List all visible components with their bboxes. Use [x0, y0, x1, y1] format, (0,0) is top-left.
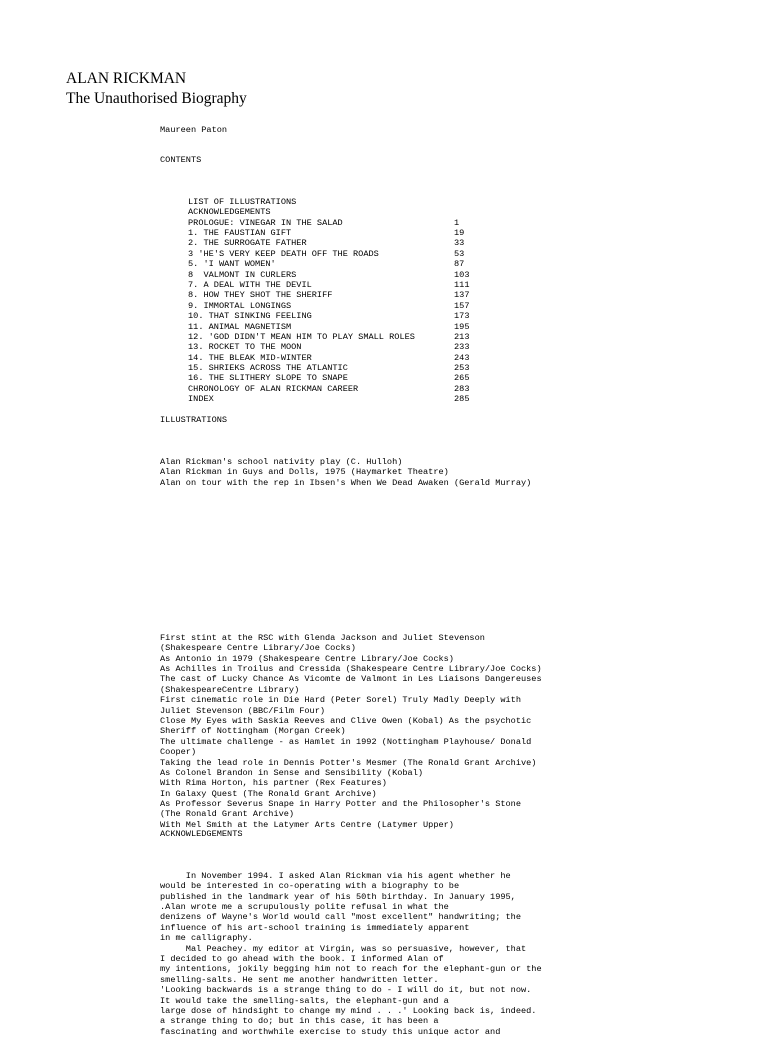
toc-entry [188, 228, 478, 238]
toc-entry [188, 311, 478, 321]
toc-entry-page: 195 [454, 321, 470, 332]
toc-entry-page: 265 [454, 373, 470, 384]
toc-entry [188, 197, 478, 207]
illustration-caption: As Professor Severus Snape in Harry Potter and the Philosopher's Stone [160, 799, 521, 810]
illustrations-heading: ILLUSTRATIONS [160, 415, 228, 425]
illustration-caption: Close My Eyes with Saskia Reeves and Clive Owen (Kobal) As the psychotic [160, 715, 532, 726]
acknowledgements-line: .Alan wrote me a scrupulously polite refusal in what the [160, 901, 449, 912]
toc-entry-page: 53 [454, 248, 465, 259]
illustration-caption: Alan Rickman's school nativity play (C. Hulloh) [160, 456, 403, 467]
toc-entry [188, 290, 478, 300]
toc-entry [188, 259, 478, 269]
illustration-caption: (ShakespeareCentre Library) [160, 684, 300, 695]
illustration-caption: Sheriff of Nottingham (Morgan Creek) [160, 726, 346, 737]
illustration-caption: The cast of Lucky Chance As Vicomte de Valmont in Les Liaisons Dangereuses [160, 674, 542, 685]
illustration-caption: As Colonel Brandon in Sense and Sensibility (Kobal) [160, 767, 424, 778]
book-title: ALAN RICKMAN [66, 70, 187, 87]
acknowledgements-line: smelling-salts. He sent me another handwritten letter. [160, 974, 439, 985]
toc-entry [188, 332, 478, 342]
toc-entry [188, 342, 478, 352]
illustration-caption: The ultimate challenge - as Hamlet in 1992 (Nottingham Playhouse/ Donald [160, 736, 532, 747]
illustration-caption: With Mel Smith at the Latymer Arts Centre (Latymer Upper) [160, 819, 454, 830]
acknowledgements-line: published in the landmark year of his 50th birthday. In January 1995, [160, 891, 516, 902]
toc-entry-label: 2. THE SURROGATE FATHER [188, 238, 307, 249]
illustrations-list-second [160, 612, 542, 841]
toc-entry [188, 394, 478, 404]
toc-entry-page: 285 [454, 394, 470, 405]
toc-entry-label: 8. HOW THEY SHOT THE SHERIFF [188, 290, 333, 301]
toc-entry [188, 301, 478, 311]
toc-entry-page: 253 [454, 363, 470, 374]
illustration-caption: As Antonio in 1979 (Shakespeare Centre Library/Joe Cocks) [160, 653, 454, 664]
acknowledgements-heading: ACKNOWLEDGEMENTS [160, 829, 243, 839]
illustration-caption: (The Ronald Grant Archive) [160, 809, 295, 820]
illustration-caption: (Shakespeare Centre Library/Joe Cocks) [160, 643, 356, 654]
book-subtitle: The Unauthorised Biography [66, 90, 247, 107]
illustration-caption: Cooper) [160, 747, 197, 758]
toc-entry-label: LIST OF ILLUSTRATIONS [188, 196, 297, 207]
toc-entry [188, 249, 478, 259]
toc-entry-page: 1 [454, 217, 460, 228]
toc-entry [188, 280, 478, 290]
toc-entry-label: 8 VALMONT IN CURLERS [188, 269, 297, 280]
toc-entry-label: 13. ROCKET TO THE MOON [188, 342, 302, 353]
acknowledgements-line: fascinating and worthwhile exercise to study this unique actor and [160, 1026, 501, 1037]
toc-entry-label: 1. THE FAUSTIAN GIFT [188, 227, 292, 238]
acknowledgements-line: in me calligraphy. [160, 933, 253, 944]
acknowledgements-line: It would take the smelling-salts, the elephant-gun and a [160, 995, 449, 1006]
toc-entry-label: 11. ANIMAL MAGNETISM [188, 321, 292, 332]
toc-entry-page: 111 [454, 279, 470, 290]
toc-entry [188, 238, 478, 248]
toc-entry-label: PROLOGUE: VINEGAR IN THE SALAD [188, 217, 343, 228]
toc-entry-page: 33 [454, 238, 465, 249]
toc-entry-page: 213 [454, 331, 470, 342]
toc-entry-page: 173 [454, 311, 470, 322]
toc-entry-label: 5. 'I WANT WOMEN' [188, 259, 276, 270]
toc-entry [188, 270, 478, 280]
acknowledgements-line: my intentions, jokily begging him not to reach for the elephant-gun or the [160, 964, 542, 975]
toc-entry-label: 14. THE BLEAK MID-WINTER [188, 352, 312, 363]
toc-entry-page [454, 197, 478, 207]
acknowledgements-line: Mal Peachey. my editor at Virgin, was so persuasive, however, that [160, 943, 527, 954]
toc-entry-label: 7. A DEAL WITH THE DEVIL [188, 279, 312, 290]
acknowledgements-line: influence of his art-school training is immediately apparent [160, 922, 470, 933]
acknowledgements-line: I decided to go ahead with the book. I informed Alan of [160, 953, 444, 964]
toc-entry-page: 137 [454, 290, 470, 301]
acknowledgements-line: would be interested in co-operating with a biography to be [160, 881, 460, 892]
toc-entry-page: 283 [454, 383, 470, 394]
illustration-caption: Taking the lead role in Dennis Potter's Mesmer (The Ronald Grant Archive) [160, 757, 537, 768]
toc-entry-label: 10. THAT SINKING FEELING [188, 311, 312, 322]
toc-entry-page: 243 [454, 352, 470, 363]
toc-entry [188, 207, 478, 217]
table-of-contents [188, 176, 478, 415]
toc-entry-label: ACKNOWLEDGEMENTS [188, 207, 271, 218]
toc-entry-label: CHRONOLOGY OF ALAN RICKMAN CAREER [188, 383, 359, 394]
illustration-caption: In Galaxy Quest (The Ronald Grant Archive) [160, 788, 377, 799]
toc-entry [188, 384, 478, 394]
toc-entry-page: 157 [454, 300, 470, 311]
toc-entry-page: 87 [454, 259, 465, 270]
contents-heading: CONTENTS [160, 155, 202, 165]
toc-entry-page [454, 207, 478, 217]
illustration-caption: Alan Rickman in Guys and Dolls, 1975 (Haymarket Theatre) [160, 467, 449, 478]
illustration-caption: First stint at the RSC with Glenda Jackson and Juliet Stevenson [160, 632, 485, 643]
toc-entry-page: 19 [454, 227, 465, 238]
toc-entry [188, 322, 478, 332]
toc-entry-label: 9. IMMORTAL LONGINGS [188, 300, 292, 311]
author-name: Maureen Paton [160, 125, 228, 135]
toc-entry [188, 373, 478, 383]
acknowledgements-line: a strange thing to do; but in this case, it has been a [160, 1016, 439, 1027]
toc-entry-label: 15. SHRIEKS ACROSS THE ATLANTIC [188, 363, 348, 374]
toc-entry-label: INDEX [188, 394, 214, 405]
illustration-caption: Juliet Stevenson (BBC/Film Four) [160, 705, 326, 716]
toc-entry [188, 353, 478, 363]
toc-entry [188, 363, 478, 373]
illustration-caption: As Achilles in Troilus and Cressida (Shakespeare Centre Library/Joe Cocks) [160, 663, 542, 674]
illustrations-list-first [160, 436, 531, 498]
acknowledgements-line: denizens of Wayne's World would call "most excellent" handwriting; the [160, 912, 521, 923]
toc-entry-page: 103 [454, 269, 470, 280]
acknowledgements-text [160, 850, 542, 1047]
toc-entry-label: 16. THE SLITHERY SLOPE TO SNAPE [188, 373, 348, 384]
acknowledgements-line: 'Looking backwards is a strange thing to do - I will do it, but not now. [160, 985, 532, 996]
illustration-caption: First cinematic role in Die Hard (Peter Sorel) Truly Madly Deeply with [160, 695, 521, 706]
toc-entry-label: 3 'HE'S VERY KEEP DEATH OFF THE ROADS [188, 248, 379, 259]
toc-entry-label: 12. 'GOD DIDN'T MEAN HIM TO PLAY SMALL ROLES [188, 331, 415, 342]
illustration-caption: Alan on tour with the rep in Ibsen's When We Dead Awaken (Gerald Murray) [160, 477, 532, 488]
acknowledgements-line: In November 1994. I asked Alan Rickman via his agent whether he [160, 870, 511, 881]
toc-entry-page: 233 [454, 342, 470, 353]
toc-entry [188, 218, 478, 228]
acknowledgements-line: large dose of hindsight to change my mind . . .' Looking back is, indeed. [160, 1005, 537, 1016]
illustration-caption: With Rima Horton, his partner (Rex Features) [160, 778, 387, 789]
